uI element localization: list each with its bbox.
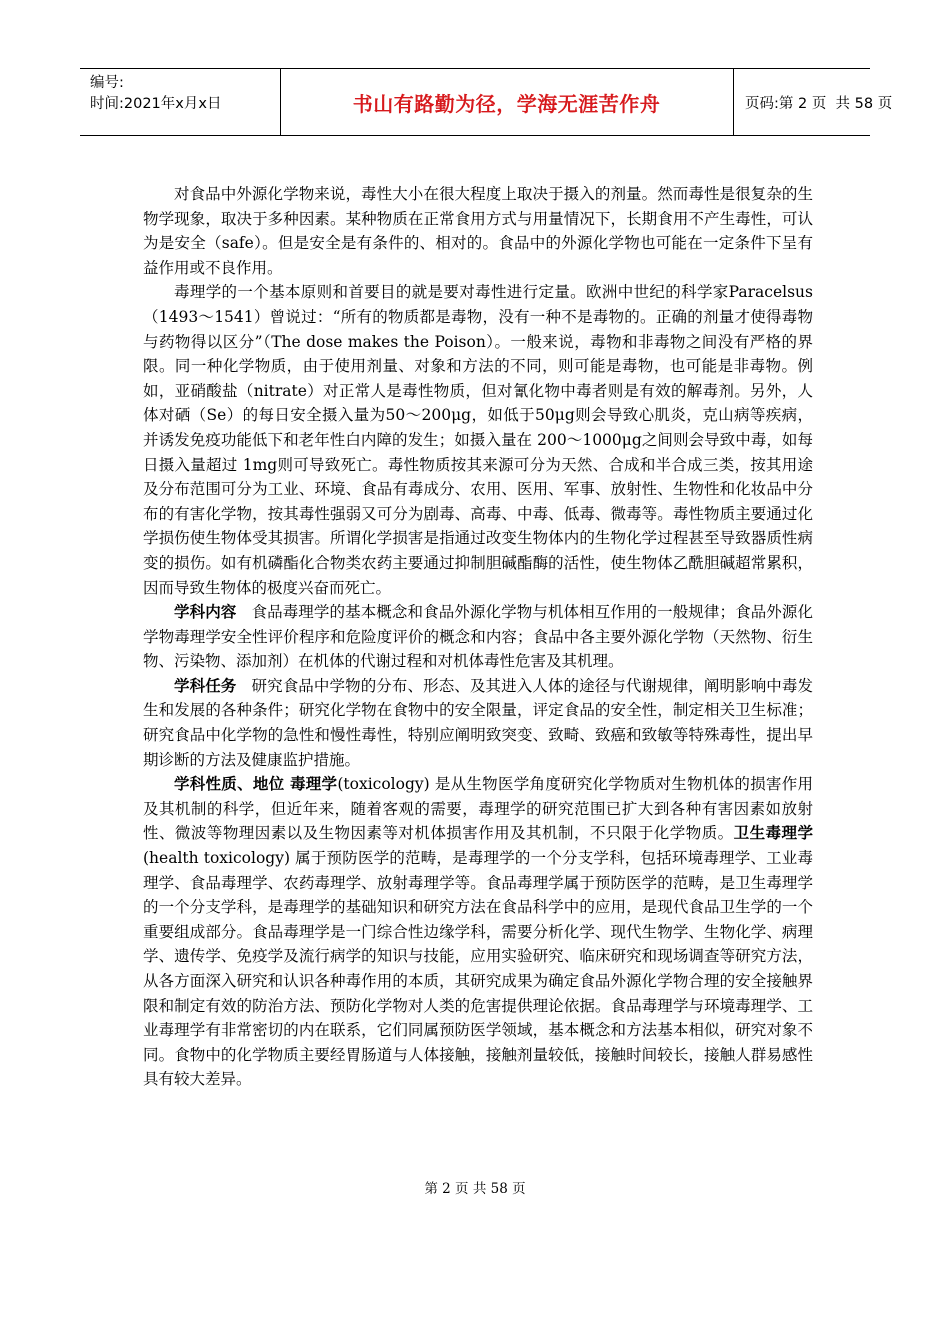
header-motto: 书山有路勤为径，学海无涯苦作舟 <box>352 91 661 116</box>
section-label: 学科内容 <box>174 603 237 622</box>
paragraph-text: 食品毒理学的基本概念和食品外源化学物与机体相互作用的一般规律；食品外源化学物毒理学安全性评价程序和危险度评价的概念和内容；食品中各主要外源化学物（天然物、衍生物、污染物、添加剂）在机体的代谢过程和对机体毒性危害及其机理。 <box>143 603 813 671</box>
paragraph-text: (toxicology) 是从生物医学角度研究化学物质对生物机体的损害作用及其机制的科学，但近年来，随着客观的需要，毒理学的研究范围已扩大到各种有害因素如放射性、微波等物理因素以及生物因素等对机体损害作用及其机制，不只限于化学物质。 <box>143 775 814 843</box>
header-divider <box>733 69 734 135</box>
section-label: 学科性质、地位 毒理学 <box>174 775 338 794</box>
paragraph-subject-tasks <box>143 674 813 772</box>
term-label: 卫生毒理学 <box>733 824 813 843</box>
paragraph-subject-nature <box>143 772 813 1092</box>
paragraph: 对食品中外源化学物来说，毒性大小在很大程度上取决于摄入的剂量。然而毒性是很复杂的生物学现象，取决于多种因素。某种物质在正常食用方式与用量情况下，长期食用不产生毒性，可认为是安全（safe）。但是安全是有条件的、相对的。食品中的外源化学物也可能在一定条件下呈有益作用或不良作用。 <box>143 185 813 277</box>
paragraph: 毒理学的一个基本原则和首要目的就是要对毒性进行定量。欧洲中世纪的科学家Paracelsus（1493～1541）曾说过：“所有的物质都是毒物，没有一种不是毒物的。正确的剂量才使得毒物与药物得以区分”（The dose makes the Poison）。一般来说，毒物和非毒物之间没有严格的界限。同一种化学物质，由于使用剂量、对象和方法的不同，则可能是毒物，也可能是非毒物。例如，亚硝酸盐（nitrate）对正常人是毒性物质，但对氰化物中毒者则是有效的解毒剂。另外，人体对硒（Se）的每日安全摄入量为50～200μg，如低于50μg则会导致心肌炎，克山病等疾病，并诱发免疫功能低下和老年性白内障的发生；如摄入量在 200～1000μg之间则会导致中毒，如每日摄入量超过 1mg则可导致死亡。毒性物质按其来源可分为天然、合成和半合成三类，按其用途及分布范围可分为工业、环境、食品有毒成分、农用、医用、军事、放射性、生物性和化妆品中分布的有害化学物，按其毒性强弱又可分为剧毒、高毒、中毒、低毒、微毒等。毒性物质主要通过化学损伤使生物体受其损害。所谓化学损害是指通过改变生物体内的生物化学过程甚至导致器质性病变的损伤。如有机磷酯化合物类农药主要通过抑制胆碱酯酶的活性，使生物体乙酰胆碱超常累积，因而导致生物体的极度兴奋而死亡。 <box>143 283 813 597</box>
paragraph-subject-content <box>143 600 813 674</box>
section-label: 学科任务 <box>174 676 237 695</box>
page-footer: 第 2 页 共 58 页 <box>424 1181 526 1197</box>
header-meta <box>90 73 280 115</box>
paragraph-text: (health toxicology) 属于预防医学的范畴，是毒理学的一个分支学科，包括环境毒理学、工业毒理学、食品毒理学、农药毒理学、放射毒理学等。食品毒理学属于预防医学的范畴，是卫生毒理学的一个分支学科，是毒理学的基础知识和研究方法在食品科学中的应用，是现代食品卫生学的一个重要组成部分。食品毒理学是一门综合性边缘学科，需要分析化学、现代生物学、生物化学、病理学、遗传学、免疫学及流行病学的知识与技能，应用实验研究、临床研究和现场调查等研究方法，从各方面深入研究和认识各种毒作用的本质，其研究成果为确定食品外源化学物合理的安全接触界限和制定有效的防治方法、预防化学物对人类的危害提供理论依据。食品毒理学与环境毒理学、工业毒理学有非常密切的内在联系，它们同属预防医学领域，基本概念和方法基本相似，研究对象不同。食物中的化学物质主要经胃肠道与人体接触，接触剂量较低，接触时间较长，接触人群易感性具有较大差异。 <box>143 849 813 1089</box>
document-time-label: 时间:2021年x月x日 <box>90 96 222 112</box>
page-header <box>80 68 893 136</box>
header-page-label: 页码:第 2 页 共 58 页 <box>745 95 893 112</box>
document-body <box>143 182 813 1092</box>
paragraph-text: 研究食品中学物的分布、形态、及其进入人体的途径与代谢规律，阐明影响中毒发生和发展的各种条件；研究化学物在食物中的安全限量，评定食品的安全性，制定相关卫生标准；研究食品中化学物的急性和慢性毒性，特别应阐明致突变、致畸、致癌和致敏等特殊毒性，提出早期诊断的方法及健康监护措施。 <box>143 676 813 769</box>
document-number-label: 编号: <box>90 75 124 91</box>
